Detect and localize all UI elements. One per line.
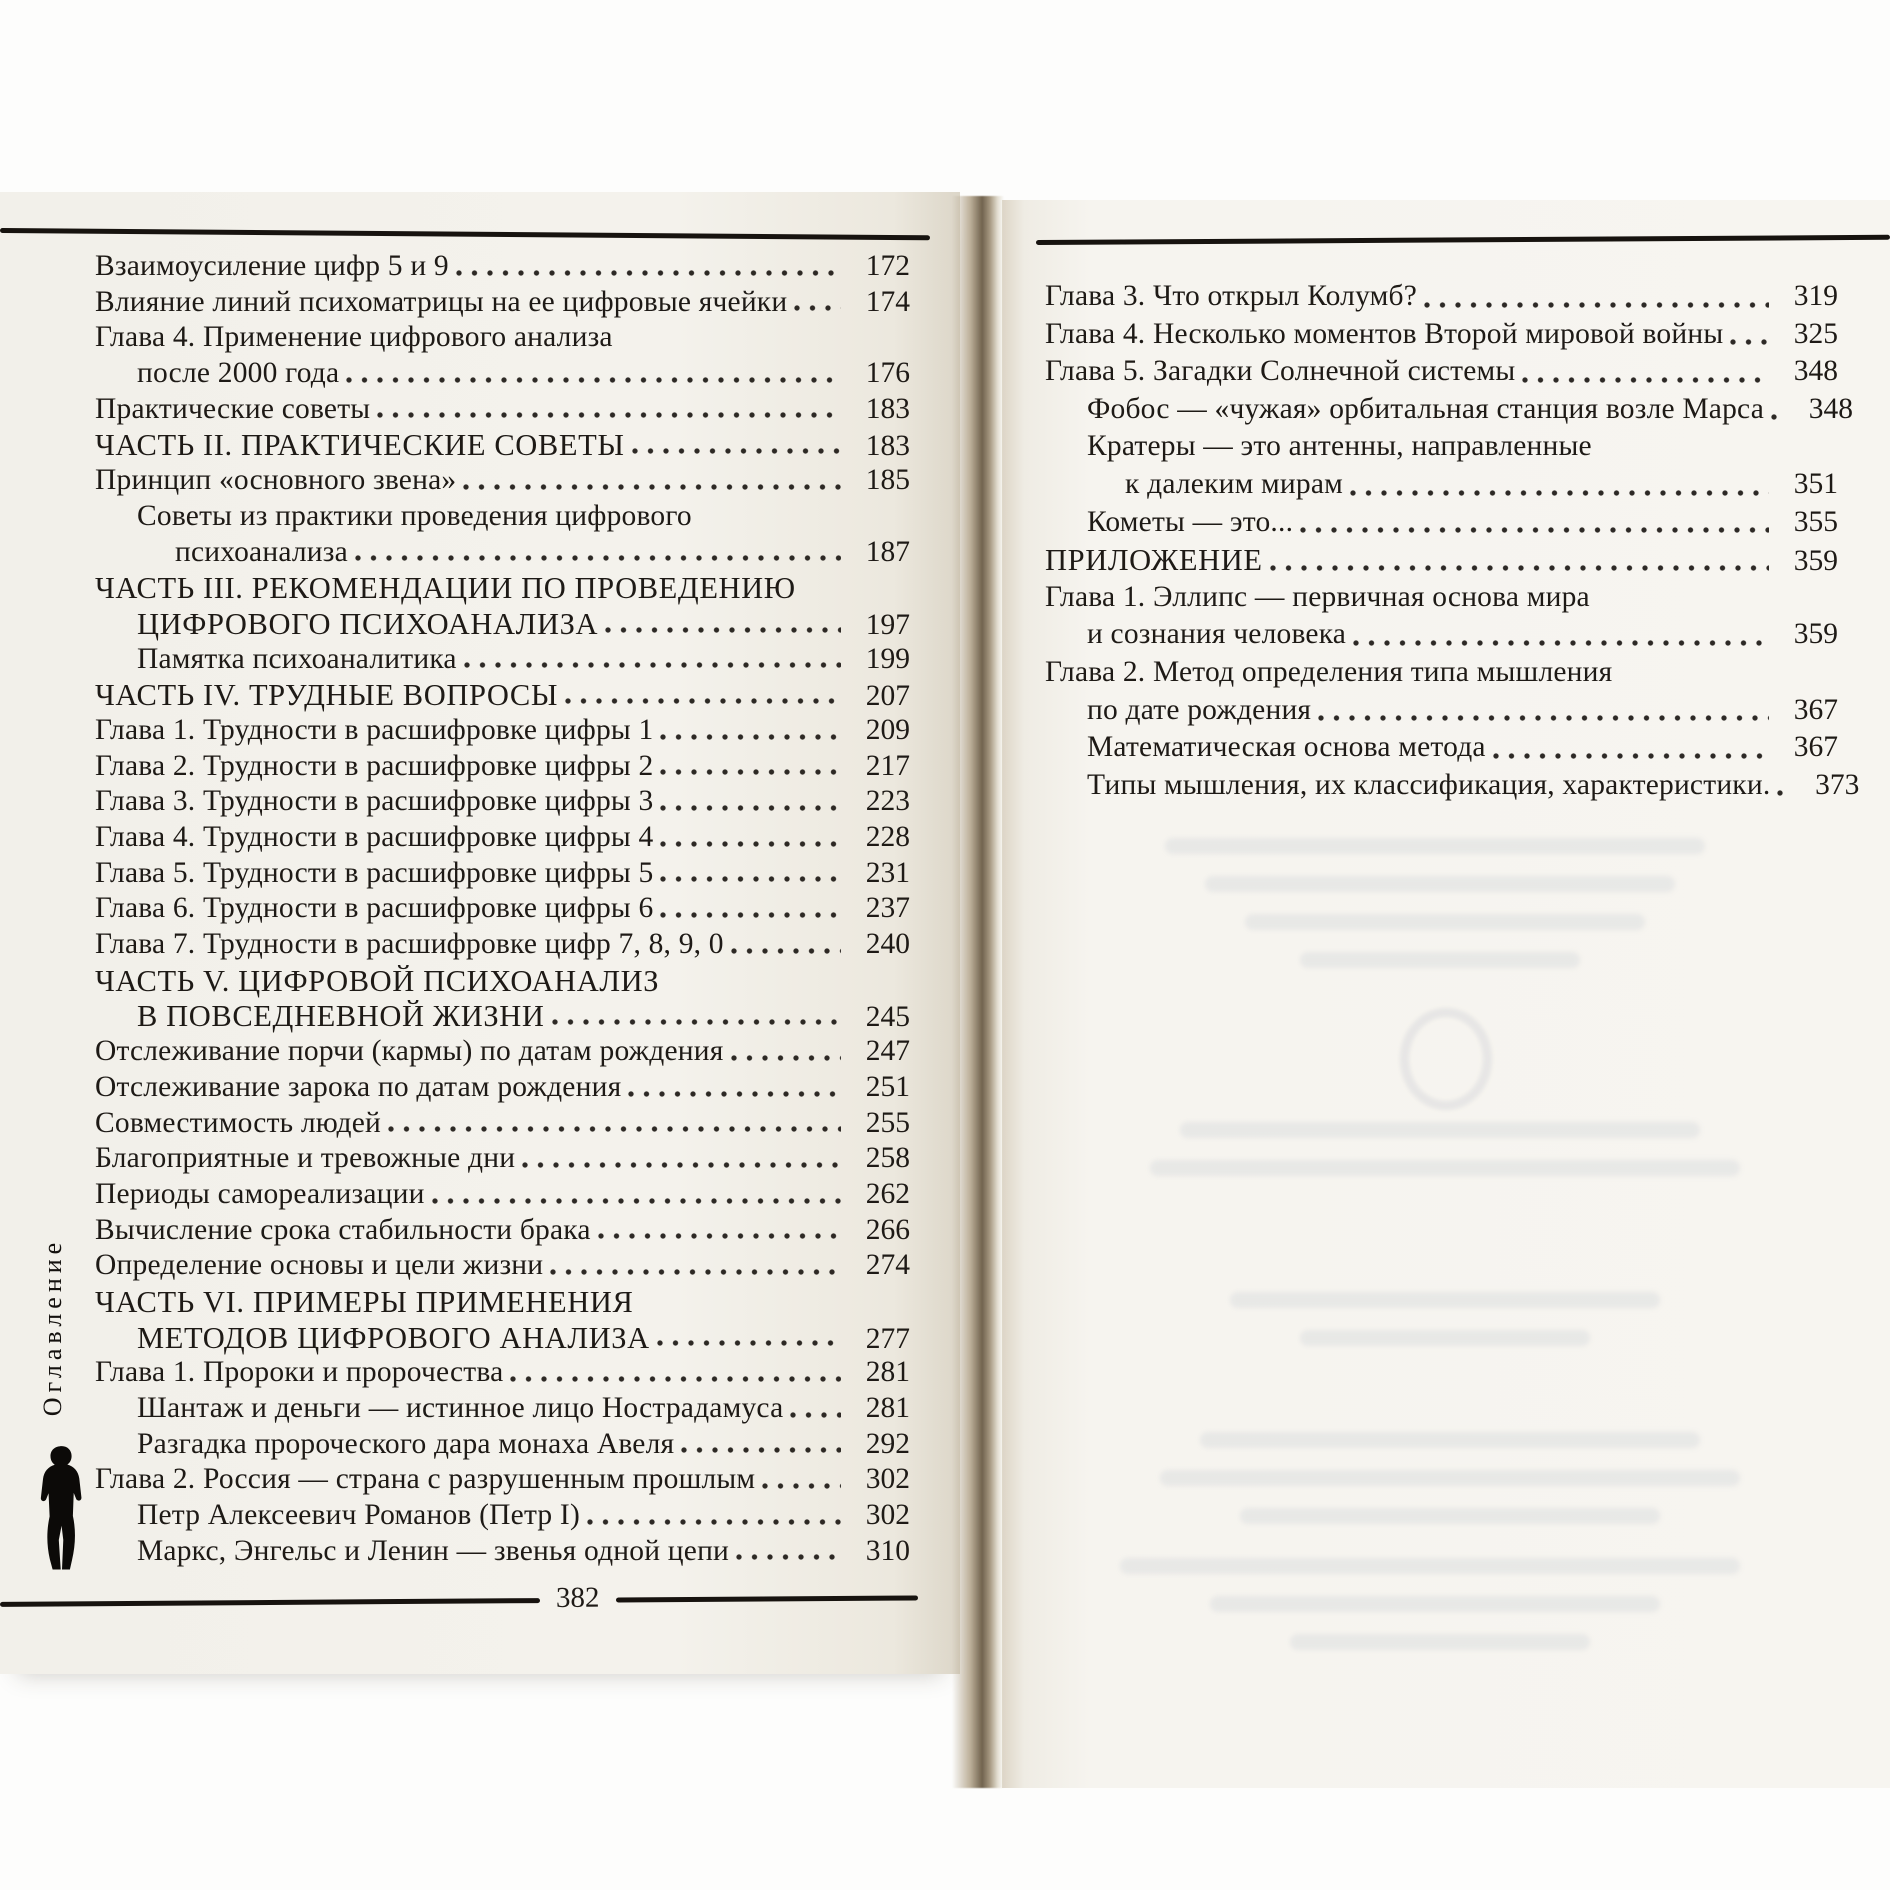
dot-leader: [551, 1015, 841, 1029]
dot-leader: [789, 1408, 841, 1422]
toc-entry: [1045, 355, 1838, 393]
toc-entry-page: 183: [865, 392, 910, 425]
toc-entry-text: Глава 5. Загадки Солнечной системы: [1045, 355, 1516, 388]
toc-entry: [95, 1107, 910, 1143]
toc-entry-text: к далеким мирам: [1125, 467, 1344, 500]
toc-entry-text: ЧАСТЬ V. ЦИФРОВОЙ ПСИХОАНАЛИЗ: [95, 963, 660, 998]
toc-entry: [95, 357, 910, 393]
toc-entry-text: Кратеры — это антенны, направленные: [1087, 430, 1592, 463]
folio-page-number: 382: [555, 1581, 600, 1614]
book-spine-shadow: [952, 196, 1004, 1788]
toc-entry-text: Памятка психоаналитика: [137, 642, 457, 675]
toc-entry-text: Принцип «основного звена»: [95, 464, 457, 497]
toc-entry: [95, 1178, 910, 1214]
toc-entry-text: Петр Алексеевич Романов (Петр I): [137, 1499, 580, 1532]
toc-entry-text: Глава 2. Метод определения типа мышления: [1045, 655, 1613, 688]
toc-entry: [95, 1463, 910, 1499]
dot-leader: [387, 1122, 841, 1136]
toc-entry-text: Глава 1. Пророки и пророчества: [95, 1356, 504, 1389]
toc-entry-page: 355: [1793, 505, 1838, 538]
dot-leader: [597, 1229, 841, 1243]
toc-entry: [95, 1428, 910, 1464]
toc-entry: [1045, 280, 1838, 318]
toc-entry: [95, 500, 910, 536]
dot-leader: [659, 908, 841, 922]
toc-entry-page: 251: [865, 1070, 910, 1103]
dot-leader: [1299, 523, 1769, 537]
toc-entry-page: 351: [1793, 467, 1838, 500]
toc-entry-page: 183: [865, 430, 910, 463]
standing-man-silhouette-icon: [30, 1424, 94, 1592]
toc-entry-text: Типы мышления, их классификация, характеристики.: [1087, 768, 1771, 801]
dot-leader: [627, 1087, 841, 1101]
toc-entry-page: 176: [865, 357, 910, 390]
toc-entry: [95, 999, 910, 1035]
dot-leader: [1423, 298, 1769, 312]
toc-entry-text: Периоды самореализации: [95, 1177, 425, 1210]
toc-entry: [95, 1356, 910, 1392]
toc-entry: [1045, 618, 1838, 656]
toc-entry-page: 240: [865, 928, 910, 961]
toc-entry-page: 231: [865, 856, 910, 889]
toc-right-column: [1045, 280, 1860, 806]
toc-entry-text: Практические советы: [95, 392, 371, 425]
toc-entry-text: ЧАСТЬ IV. ТРУДНЫЕ ВОПРОСЫ: [95, 678, 559, 713]
toc-entry-page: 367: [1793, 693, 1838, 726]
dot-leader: [659, 801, 841, 815]
toc-entry-page: 292: [865, 1427, 910, 1460]
toc-entry-text: ЧАСТЬ VI. ПРИМЕРЫ ПРИМЕНЕНИЯ: [95, 1284, 634, 1319]
toc-entry: [95, 1321, 910, 1357]
toc-entry-page: 185: [865, 464, 910, 497]
toc-entry-text: ЧАСТЬ III. РЕКОМЕНДАЦИИ ПО ПРОВЕДЕНИЮ: [95, 571, 796, 606]
toc-entry-page: 325: [1793, 317, 1838, 350]
toc-entry: [95, 464, 910, 500]
toc-entry-page: 348: [1808, 392, 1853, 425]
toc-entry: [1045, 468, 1838, 506]
toc-entry: [1045, 543, 1838, 581]
toc-entry: [95, 1249, 910, 1285]
toc-entry-page: 277: [865, 1322, 910, 1355]
toc-entry-text: психоанализа: [175, 535, 348, 568]
toc-entry: [95, 321, 910, 357]
toc-entry: [95, 571, 910, 607]
toc-entry: [95, 1035, 910, 1071]
footer-rule-left: [0, 1598, 540, 1607]
toc-entry-text: Фобос — «чужая» орбитальная станция возле Марса: [1087, 392, 1764, 425]
toc-entry-page: 310: [865, 1534, 910, 1567]
dot-leader: [1317, 711, 1769, 725]
dot-leader: [345, 373, 841, 387]
dot-leader: [1776, 786, 1790, 800]
toc-entry-page: 207: [865, 680, 910, 713]
toc-entry-page: 245: [865, 1001, 910, 1034]
toc-entry-page: 281: [865, 1356, 910, 1389]
dot-leader: [462, 480, 841, 494]
toc-entry-text: Благоприятные и тревожные дни: [95, 1142, 516, 1175]
toc-entry-text: Вычисление срока стабильности брака: [95, 1213, 591, 1246]
dot-leader: [1349, 486, 1769, 500]
toc-entry: [95, 750, 910, 786]
dot-leader: [735, 1550, 841, 1564]
toc-entry-text: Глава 3. Что открыл Колумб?: [1045, 280, 1418, 312]
toc-entry-page: 217: [865, 749, 910, 782]
toc-entry-page: 255: [865, 1106, 910, 1139]
toc-entry-text: Математическая основа метода: [1087, 731, 1486, 764]
toc-entry-text: ПРИЛОЖЕНИЕ: [1045, 543, 1263, 578]
toc-entry: [95, 928, 910, 964]
toc-entry-page: 302: [865, 1499, 910, 1532]
left-page-footer: [0, 1581, 918, 1620]
toc-entry: [1045, 731, 1838, 769]
dot-leader: [509, 1372, 841, 1386]
dot-leader: [1352, 636, 1769, 650]
toc-entry: [95, 1392, 910, 1428]
dot-leader: [659, 765, 841, 779]
toc-entry-text: Глава 2. Россия — страна с разрушенным прошлым: [95, 1463, 756, 1496]
toc-entry: [1045, 392, 1853, 431]
toc-entry: [1045, 656, 1838, 694]
toc-entry: [95, 821, 910, 857]
toc-entry-page: 174: [865, 285, 910, 318]
toc-entry-text: МЕТОДОВ ЦИФРОВОГО АНАЛИЗА: [137, 1320, 650, 1355]
toc-entry-text: ЦИФРОВОГО ПСИХОАНАЛИЗА: [137, 606, 599, 641]
toc-entry: [95, 678, 910, 714]
dot-leader: [549, 1265, 841, 1279]
toc-entry-page: 197: [865, 608, 910, 641]
toc-entry-text: по дате рождения: [1087, 693, 1312, 726]
toc-entry-text: Определение основы и цели жизни: [95, 1249, 544, 1282]
toc-entry: [1045, 430, 1838, 468]
dot-leader: [761, 1479, 841, 1493]
toc-entry: [95, 892, 910, 928]
toc-entry-text: Глава 1. Эллипс — первичная основа мира: [1045, 580, 1590, 613]
toc-entry: [1045, 768, 1860, 807]
toc-entry-page: 237: [865, 892, 910, 925]
dot-leader: [680, 1443, 841, 1457]
dot-leader: [659, 730, 841, 744]
footer-rule-right: [615, 1595, 918, 1602]
toc-entry-page: 274: [865, 1249, 910, 1282]
toc-entry-page: 367: [1793, 731, 1838, 764]
toc-entry: [1045, 581, 1838, 619]
toc-entry-page: 319: [1793, 280, 1838, 312]
toc-entry-page: 302: [865, 1463, 910, 1496]
toc-entry: [95, 1214, 910, 1250]
dot-leader: [564, 694, 841, 708]
toc-entry: [95, 393, 910, 429]
toc-entry-page: 247: [865, 1035, 910, 1068]
dot-leader: [1729, 335, 1769, 349]
toc-entry-text: Отслеживание порчи (кармы) по датам рождения: [95, 1035, 724, 1068]
toc-entry-text: и сознания человека: [1087, 618, 1347, 651]
toc-entry: [95, 643, 910, 679]
toc-entry-text: В ПОВСЕДНЕВНОЙ ЖИЗНИ: [137, 999, 545, 1034]
dot-leader: [1492, 749, 1769, 763]
toc-entry-page: 373: [1815, 768, 1860, 801]
toc-entry-page: 262: [865, 1177, 910, 1210]
toc-entry-text: Глава 2. Трудности в расшифровке цифры 2: [95, 749, 654, 782]
dot-leader: [1521, 373, 1769, 387]
toc-entry-text: Советы из практики проведения цифрового: [137, 499, 692, 532]
sidebar-vertical-label: Оглавление: [38, 1237, 67, 1417]
toc-entry-text: после 2000 года: [137, 357, 340, 390]
toc-entry: [95, 536, 910, 572]
dot-leader: [656, 1336, 841, 1350]
toc-entry-page: 258: [865, 1142, 910, 1175]
toc-entry-page: 223: [865, 785, 910, 818]
toc-entry-text: Шантаж и деньги — истинное лицо Нострадамуса: [137, 1392, 784, 1424]
toc-entry-page: 209: [865, 713, 910, 746]
toc-entry: [95, 1535, 910, 1571]
toc-entry-text: Глава 6. Трудности в расшифровке цифры 6: [95, 892, 654, 925]
toc-entry-page: 187: [865, 535, 910, 568]
toc-entry-page: 359: [1793, 618, 1838, 651]
toc-entry: [95, 1071, 910, 1107]
toc-entry-text: Совместимость людей: [95, 1106, 382, 1139]
dot-leader: [604, 623, 841, 637]
dot-leader: [1770, 410, 1784, 424]
toc-entry: [1045, 318, 1838, 356]
toc-entry-text: Глава 4. Трудности в расшифровке цифры 4: [95, 821, 654, 853]
dot-leader: [659, 872, 841, 886]
toc-entry-page: 228: [865, 821, 910, 853]
toc-entry-text: Глава 4. Несколько моментов Второй мировой войны: [1045, 317, 1724, 350]
toc-entry-text: Глава 7. Трудности в расшифровке цифр 7, 8, 9, 0: [95, 928, 724, 961]
dot-leader: [730, 1051, 842, 1065]
toc-entry-page: 359: [1793, 545, 1838, 578]
toc-entry-text: ЧАСТЬ II. ПРАКТИЧЕСКИЕ СОВЕТЫ: [95, 428, 625, 463]
toc-entry: [95, 857, 910, 893]
toc-entry-page: 199: [865, 642, 910, 675]
toc-entry: [95, 607, 910, 643]
toc-entry-text: Разгадка пророческого дара монаха Авеля: [137, 1427, 675, 1460]
toc-entry-text: Маркс, Энгельс и Ленин — звенья одной цепи: [137, 1534, 730, 1567]
toc-entry-text: Отслеживание зарока по датам рождения: [95, 1070, 622, 1103]
toc-entry: [95, 286, 910, 322]
toc-entry-text: Взаимоусиление цифр 5 и 9: [95, 250, 449, 282]
toc-entry-text: Влияние линий психоматрицы на ее цифровые ячейки: [95, 285, 788, 318]
dot-leader: [521, 1158, 841, 1172]
toc-entry: [95, 1142, 910, 1178]
toc-entry-text: Глава 3. Трудности в расшифровке цифры 3: [95, 785, 654, 818]
dot-leader: [1269, 561, 1769, 575]
dot-leader: [455, 266, 841, 280]
toc-entry-text: Глава 5. Трудности в расшифровке цифры 5: [95, 856, 654, 889]
dot-leader: [376, 408, 841, 422]
toc-entry: [95, 1285, 910, 1321]
dot-leader: [659, 837, 841, 851]
dot-leader: [431, 1194, 841, 1208]
dot-leader: [730, 944, 841, 958]
toc-entry: [95, 1499, 910, 1535]
dot-leader: [631, 444, 841, 458]
toc-entry: [1045, 694, 1838, 732]
dot-leader: [586, 1515, 841, 1529]
toc-entry-page: 348: [1793, 355, 1838, 388]
toc-entry-page: 172: [865, 250, 910, 282]
toc-entry: [1045, 506, 1838, 544]
toc-entry: [95, 250, 910, 286]
toc-entry: [95, 785, 910, 821]
toc-entry: [95, 964, 910, 1000]
toc-entry-text: Глава 4. Применение цифрового анализа: [95, 321, 613, 354]
dot-leader: [793, 301, 841, 315]
toc-entry-page: 281: [865, 1392, 910, 1424]
toc-entry-page: 266: [865, 1213, 910, 1246]
toc-entry: [95, 428, 910, 464]
toc-left-column: [95, 250, 910, 1570]
dot-leader: [463, 658, 841, 672]
toc-entry-text: Кометы — это...: [1087, 505, 1294, 538]
toc-entry: [95, 714, 910, 750]
toc-entry-text: Глава 1. Трудности в расшифровке цифры 1: [95, 713, 654, 746]
dot-leader: [354, 551, 841, 565]
